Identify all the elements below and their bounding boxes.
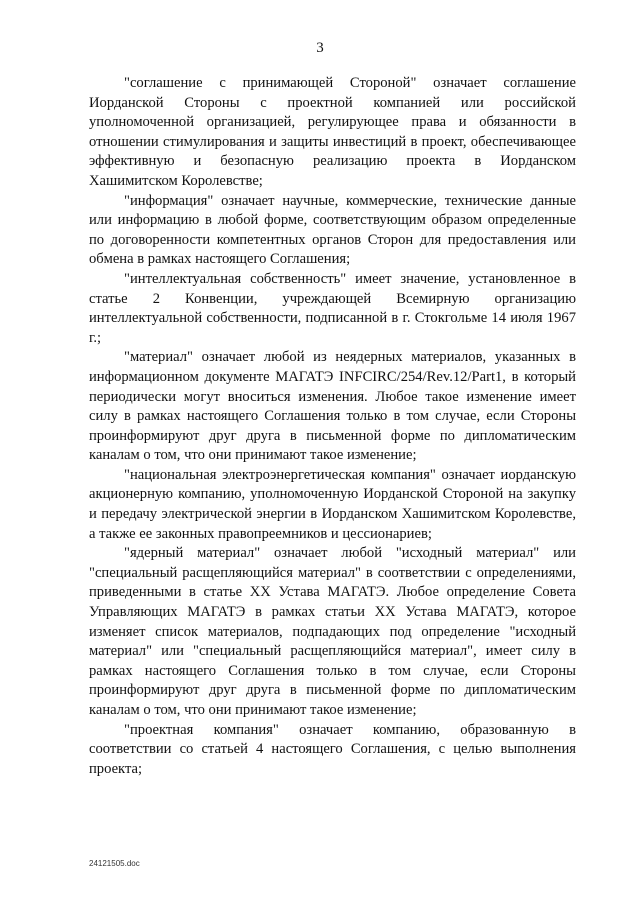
definition-intellectual-property: "интеллектуальная собственность" имеет значение, установленное в статье 2 Конвенции, учреждающей Всемирную организацию интеллектуальной собственности, подписанной в г. Стокгольме 14 июля 1967 г.; <box>89 270 576 346</box>
definition-material: "материал" означает любой из неядерных материалов, указанных в информационном документе МАГАТЭ INFCIRC/254/Rev.12/Part1, в который периодически могут вноситься изменения. Любое такое изменение имеет силу в рамках настоящего Соглашения только в том случае, если Стороны проинформируют друг друга в письменной форме по дипломатическим каналам о том, что они принимают такое изменение; <box>89 349 576 464</box>
definition-project-company: "проектная компания" означает компанию, образованную в соответствии со статьей 4 настоящего Соглашения, с целью выполнения проекта; <box>89 721 576 777</box>
definition-national-electric-company: "национальная электроэнергетическая компания" означает иорданскую акционерную компанию, уполномоченную Иорданской Стороной на закупку и передачу электрической энергии в Иорданском Хашимитском Королевстве, а также ее законных правопреемников и цессионариев; <box>89 466 576 542</box>
page-number: 3 <box>316 40 324 56</box>
definition-nuclear-material: "ядерный материал" означает любой "исходный материал" или "специальный расщепляющийся материал" в соответствии с определениями, приведенными в статье XX Устава МАГАТЭ. Любое определение Совета Управляющих МАГАТЭ в рамках статьи XX Устава МАГАТЭ, которое изменяет список материалов, подпадающих под определение "исходный материал" или "специальный расщепляющийся материал", имеет силу в рамках настоящего Соглашения только в том случае, если Стороны проинформируют друг друга в письменной форме по дипломатическим каналам о том, что они принимают такое изменение; <box>89 545 576 718</box>
document-file-code: 24121505.doc <box>89 859 140 868</box>
definition-information: "информация" означает научные, коммерческие, технические данные или информацию в любой форме, соответствующим образом определенные по договоренности компетентных органов Сторон для предоставления или обмена в рамках настоящего Соглашения; <box>89 192 576 268</box>
document-body <box>89 74 576 779</box>
definition-host-country-agreement: "соглашение с принимающей Стороной" означает соглашение Иорданской Стороны с проектной компанией или российской уполномоченной организацией, регулирующее права и обязанности в отношении стимулирования и защиты инвестиций в проект, обеспечивающее эффективную и безопасную реализацию проекта в Иорданском Хашимитском Королевстве; <box>89 75 576 189</box>
